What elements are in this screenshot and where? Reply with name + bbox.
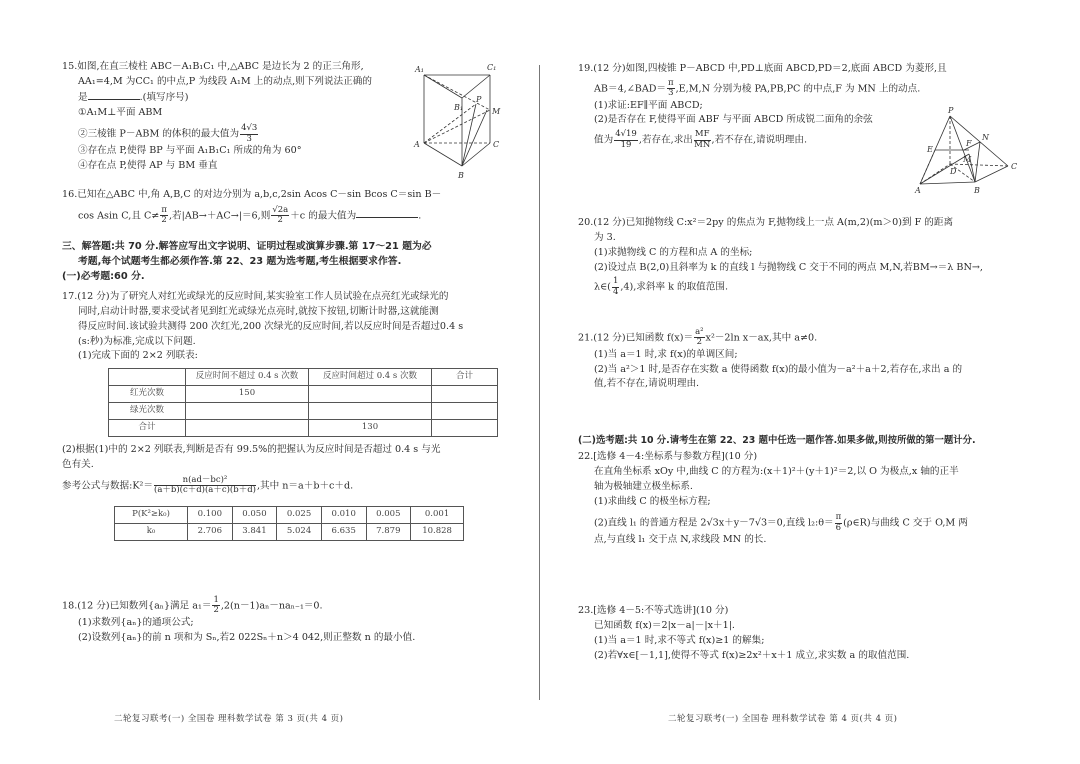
table-cell: 6.635 [321, 524, 366, 541]
q18-line [62, 596, 522, 616]
table-cell [432, 403, 498, 420]
frac-den: 2 [277, 215, 283, 226]
section-3-header [62, 239, 522, 285]
q19-text: 值为 [594, 134, 614, 146]
q18-line: (1)求数列{aₙ}的通项公式; [78, 616, 194, 628]
q21-line: (2)当 a²＞1 时,是否存在实数 a 使得函数 f(x)的最小值为－a²＋a＋2,若存在,求出 a 的 [594, 363, 963, 375]
fraction [160, 206, 168, 226]
q16-line: 16.已知在△ABC 中,角 A,B,C 的对边分别为 a,b,c,2sin Acos C－sin Bcos C＝sin B－ [62, 189, 442, 200]
q21-text: x²－2ln x－ax,其中 a≠0. [705, 332, 818, 344]
frac-num: n(ad－bc)² [154, 476, 256, 486]
q15-line [62, 90, 412, 106]
q22-text: (2)直线 l₁ 的普通方程是 2√3x＋y－7√3＝0,直线 l₂:θ＝ [594, 517, 834, 529]
frac-num: MF [694, 129, 710, 140]
label-M: M [963, 155, 972, 164]
formula-text: ,其中 n＝a＋b＋c＋d. [256, 480, 354, 492]
frac-den: 2 [161, 215, 167, 226]
table-row [115, 524, 464, 541]
frac-num: π [668, 77, 674, 88]
q23-line: (1)当 a＝1 时,求不等式 f(x)≥1 的解集; [594, 634, 765, 646]
required-part-header: (一)必考题:60 分. [62, 271, 145, 283]
q22-text: (ρ∈R)与曲线 C 交于 O,M 两 [843, 517, 968, 529]
question-18 [62, 596, 522, 645]
fraction [614, 130, 638, 150]
label-C: C [493, 140, 500, 149]
q17-line: 17.(12 分)为了研究人对红光或绿光的反应时间,某实验室工作人员试验在点亮红光或绿光的 [62, 291, 449, 302]
fraction [694, 328, 704, 348]
pyramid-figure [912, 104, 1032, 194]
table-cell [109, 369, 186, 386]
table-cell: 合计 [432, 369, 498, 386]
table-cell: 150 [186, 386, 309, 403]
q20-line: 为 3. [594, 231, 616, 243]
label-N: N [982, 133, 989, 142]
frac-num: 1 [612, 276, 619, 287]
fraction [694, 130, 711, 150]
fraction [154, 476, 256, 496]
label-A: A [414, 140, 420, 149]
q23-line: 23.[选修 4－5:不等式选讲](10 分) [578, 605, 729, 616]
q16-text: ＋c 的最大值为 [290, 210, 357, 222]
q22-line [578, 513, 1038, 533]
formula-text: 参考公式与数据:K²＝ [62, 480, 153, 492]
q17-line: 同时,启动计时器,要求受试者见到红光或绿光点亮时,就按下按钮,切断计时器,这就能测 [78, 305, 439, 317]
table-cell: 绿光次数 [109, 403, 186, 420]
table-cell: 5.024 [277, 524, 322, 541]
frac-num: a² [695, 327, 704, 337]
table-cell [186, 420, 309, 437]
frac-num: 4√19 [615, 129, 637, 140]
prism-figure [412, 58, 532, 183]
q19-line: (1)求证:EF∥平面 ABCD; [594, 99, 703, 111]
question-16 [62, 188, 522, 226]
frac-den: 2 [213, 605, 219, 616]
table-cell: 反应时间不超过 0.4 s 次数 [186, 369, 309, 386]
table-row [109, 403, 498, 420]
q17-line: 得反应时间.该试验共测得 200 次红光,200 次绿光的反应时间,若以反应时间是否超过0.4 s [78, 320, 464, 332]
question-23 [578, 604, 1038, 663]
table-cell: 红光次数 [109, 386, 186, 403]
table-cell: 10.828 [411, 524, 464, 541]
frac-num: 1 [213, 595, 219, 605]
fraction [835, 513, 843, 533]
table-cell: 合计 [109, 420, 186, 437]
label-B: B [974, 186, 980, 194]
q15-line: 15.如图,在直三棱柱 ABC－A₁B₁C₁ 中,△ABC 是边长为 2 的正三角形, [62, 61, 364, 72]
table-cell: 0.005 [366, 507, 411, 524]
q17-part-2 [62, 443, 522, 495]
frac-den: 2 [696, 337, 703, 348]
fraction [240, 124, 258, 144]
q15-text: .(填写序号) [139, 91, 189, 103]
label-C1: C₁ [487, 63, 497, 72]
table-cell: k₀ [115, 524, 188, 541]
answer-blank [356, 208, 418, 218]
frac-num: π [835, 512, 842, 523]
label-D: D [950, 167, 957, 176]
frac-den: 4 [612, 286, 619, 297]
label-C: C [1011, 162, 1018, 171]
table-cell: 2.706 [188, 524, 233, 541]
q23-line: (2)若∀x∈[－1,1],使得不等式 f(x)≥2x²＋x＋1 成立,求实数 a 的取值范围. [594, 649, 910, 661]
question-21 [578, 328, 1038, 392]
table-row [109, 386, 498, 403]
table-row [109, 420, 498, 437]
q19-text: ,若存在,求出 [638, 134, 693, 146]
table-cell [432, 420, 498, 437]
q19-line: (2)是否存在 F,使得平面 ABF 与平面 ABCD 所成锐二面角的余弦 [594, 114, 873, 126]
q19-text: AB＝4,∠BAD＝ [594, 83, 667, 95]
table-cell: 0.100 [188, 507, 233, 524]
q15-option-4: ④存在点 P,使得 AP 与 BM 垂直 [78, 159, 218, 171]
table-cell: 0.001 [411, 507, 464, 524]
table-header-row [109, 369, 498, 386]
table-cell: 0.025 [277, 507, 322, 524]
frac-num: √2a [272, 204, 289, 215]
question-15 [62, 60, 412, 174]
section-3-line: 三、解答题:共 70 分.解答应写出文字说明、证明过程或演算步骤.第 17～21 题为必 [62, 241, 432, 252]
label-E: E [927, 145, 933, 154]
q22-line: 在直角坐标系 xOy 中,曲线 C 的方程为:(x＋1)²＋(y＋1)²＝2,以 O 为极点,x 轴的正半 [594, 465, 959, 477]
q21-text: 21.(12 分)已知函数 f(x)＝ [578, 332, 694, 344]
q22-line: 点,与直线 l₁ 交于点 N,求线段 MN 的长. [594, 534, 767, 546]
table-cell: 3.841 [232, 524, 277, 541]
page-footer: 二轮复习联考(一) 全国卷 理科数学试卷 第 3 页(共 4 页) [114, 714, 344, 724]
table-cell [309, 403, 432, 420]
q18-text: ,2(n－1)aₙ－naₙ₋₁＝0. [220, 600, 323, 612]
q16-text: ,若|AB→＋AC→|＝6,则 [168, 210, 271, 222]
label-B: B [458, 171, 464, 180]
table-cell: P(K²≥k₀) [115, 507, 188, 524]
q16-line: cos Asin C,且 C≠ $\frac{\pi}{2}$ ,若|AB→＋AC→|＝6,则 $\frac{√2a}{2}$ ＋c 的最大值为 . [78, 204, 422, 226]
label-B1: B₁ [454, 103, 464, 112]
q17-line: (s:秒)为标准,完成以下问题. [78, 335, 196, 347]
q16-text: cos Asin C,且 C≠ [78, 210, 160, 222]
fraction [667, 79, 675, 99]
q15-text: 是 [78, 91, 88, 103]
q15-line: AA₁=4,M 为CC₁ 的中点,P 为线段 A₁M 上的动点,则下列说法正确的 [78, 75, 372, 87]
fraction [612, 277, 619, 297]
label-P: P [476, 95, 482, 104]
q17-line: (1)完成下面的 2×2 列联表: [78, 350, 198, 362]
label-M: M [492, 107, 501, 116]
frac-den: 19 [620, 139, 632, 150]
q20-line: 20.(12 分)已知抛物线 C:x²＝2py 的焦点为 F,抛物线上一点 A(m,2)(m＞0)到 F 的距离 [578, 217, 954, 228]
question-20 [578, 216, 1038, 297]
label-F: F [966, 139, 972, 148]
table-cell: 0.010 [321, 507, 366, 524]
frac-den: MN [694, 139, 711, 150]
q21-line: 值,若不存在,请说明理由. [594, 378, 700, 390]
table-cell: 130 [309, 420, 432, 437]
q22-line: 22.[选修 4－4:坐标系与参数方程](10 分) [578, 451, 758, 462]
q20-line [578, 277, 1038, 297]
frac-num: 4√3 [241, 123, 258, 134]
q19-text: ,E,M,N 分别为棱 PA,PB,PC 的中点,F 为 MN 上的动点. [675, 83, 921, 95]
q20-text: λ∈( [594, 281, 611, 293]
q21-line: (1)当 a＝1 时,求 f(x)的单调区间; [594, 348, 738, 360]
table-cell: 7.879 [366, 524, 411, 541]
question-22 [578, 450, 1038, 548]
q17-line: 色有关. [62, 458, 94, 470]
k-value-table [114, 506, 464, 541]
frac-den: 3 [246, 133, 252, 144]
fraction [212, 596, 219, 616]
table-cell: 0.050 [232, 507, 277, 524]
q17-line: (2)根据(1)中的 2×2 列联表,判断是否有 99.5%的把握认为反应时间是否超过 0.4 s 与光 [62, 444, 441, 455]
q18-line: (2)设数列{aₙ}的前 n 项和为 Sₙ,若2 022Sₙ＋n＞4 042,则正整数 n 的最小值. [78, 631, 416, 643]
frac-num: π [161, 204, 167, 215]
page-footer: 二轮复习联考(一) 全国卷 理科数学试卷 第 4 页(共 4 页) [668, 714, 898, 724]
table-row [115, 507, 464, 524]
q23-line: 已知函数 f(x)＝2|x－a|－|x＋1|. [594, 619, 735, 631]
q21-line [578, 328, 1038, 348]
table-cell [432, 386, 498, 403]
page-divider [539, 65, 540, 700]
table-cell [186, 403, 309, 420]
q19-line: 19.(12 分)如图,四棱锥 P－ABCD 中,PD⊥底面 ABCD,PD＝2,底面 ABCD 为菱形,且 [578, 63, 947, 74]
q18-text: 18.(12 分)已知数列{aₙ}满足 a₁＝ [62, 600, 212, 612]
k2-formula [62, 476, 522, 496]
optional-section-header: (二)选考题:共 10 分.请考生在第 22、23 题中任选一题作答.如果多做,则按所做的第一题计分. [578, 435, 976, 446]
table-cell: 反应时间超过 0.4 s 次数 [309, 369, 432, 386]
label-A: A [915, 186, 921, 194]
frac-den: 3 [668, 88, 674, 99]
label-P: P [948, 106, 954, 115]
q22-line: (1)求曲线 C 的极坐标方程; [594, 495, 711, 507]
q22-line: 轴为极轴建立极坐标系. [594, 480, 693, 492]
q19-line [578, 79, 1038, 99]
section-3-line: 考题,每个试题考生都必须作答.第 22、23 题为选考题,考生根据要求作答. [78, 256, 402, 268]
q15-option-2 [62, 124, 412, 144]
table-cell [309, 386, 432, 403]
answer-blank [88, 90, 140, 100]
frac-den: 6 [835, 522, 842, 533]
frac-den: (a＋b)(c＋d)(a＋c)(b＋d) [154, 485, 256, 496]
label-A1: A₁ [415, 65, 424, 74]
q20-line: (1)求抛物线 C 的方程和点 A 的坐标; [594, 246, 753, 258]
q20-text: ,4),求斜率 k 的取值范围. [620, 281, 729, 293]
contingency-table [108, 368, 498, 437]
q15-option-1: ①A₁M⊥平面 ABM [78, 106, 163, 118]
q15-text: ②三棱锥 P－ABM 的体积的最大值为 [78, 128, 240, 140]
q19-text: ,若不存在,请说明理由. [711, 134, 808, 146]
q20-line: (2)设过点 B(2,0)且斜率为 k 的直线 l 与抛物线 C 交于不同的两点 M,N,若BM→＝λ BN→, [594, 261, 983, 273]
q15-option-3: ③存在点 P,使得 BP 与平面 A₁B₁C₁ 所成的角为 60° [78, 145, 302, 157]
fraction [271, 206, 289, 226]
question-17 [62, 290, 522, 364]
